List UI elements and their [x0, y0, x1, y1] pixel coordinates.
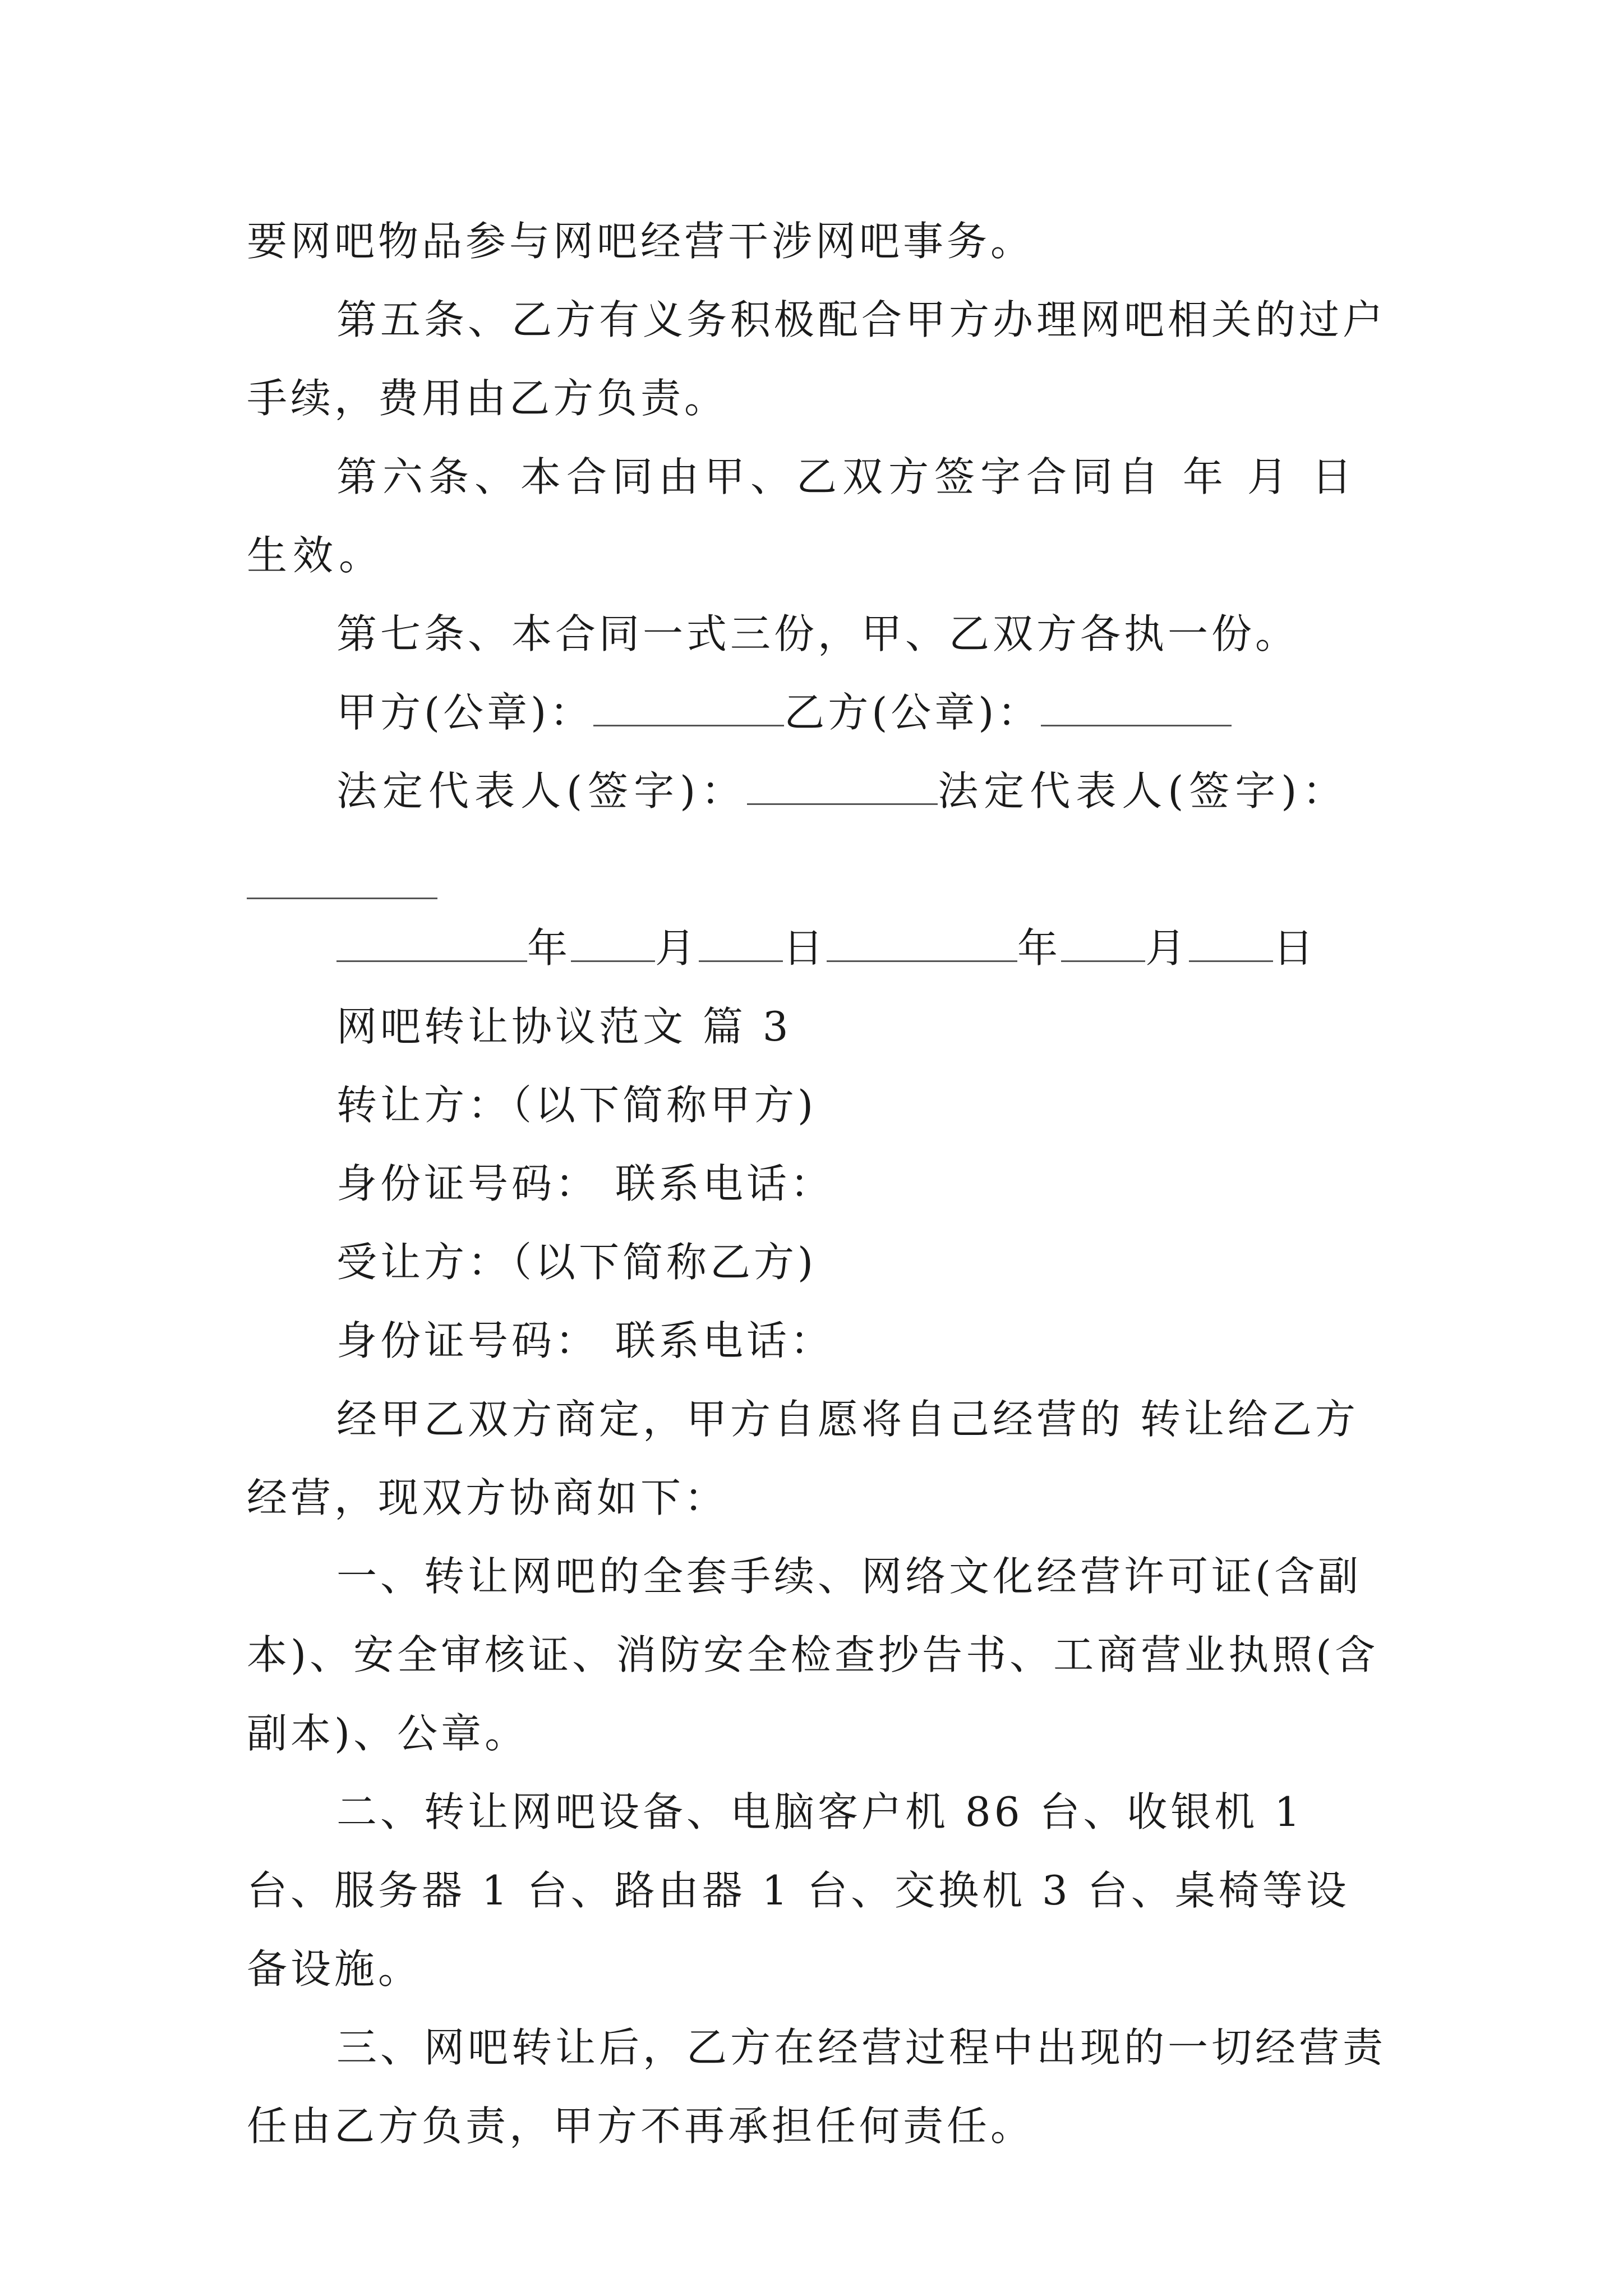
document-body [247, 202, 1391, 2165]
legal-rep-b-label: 法定代表人(签字)： [938, 767, 1349, 815]
date-b-month-blank [1061, 927, 1145, 962]
date-a-year: 年 [527, 924, 571, 972]
party-a-seal-blank [593, 691, 784, 726]
transferee-line: 受让方：（以下简称乙方) [336, 1239, 817, 1286]
id-phone-b-line: 身份证号码： 联系电话： [336, 1317, 834, 1364]
date-a-day: 日 [783, 924, 827, 972]
party-a-seal-label: 甲方(公章)： [336, 689, 594, 736]
legal-rep-a-blank [747, 770, 938, 805]
article-7: 第七条、本合同一式三份，甲、乙双方各执一份。 [336, 610, 1299, 657]
date-line [247, 909, 1391, 987]
date-b-year: 年 [1017, 924, 1062, 972]
clause-2: 二、转让网吧设备、电脑客户机 86 台、收银机 1 台、服务器 1 台、路由器 1 台、交换机 3 台、桌椅等设备设施。 [247, 1788, 1350, 1993]
legal-rep-line [247, 752, 1391, 830]
section-heading: 网吧转让协议范文 篇 3 [336, 1003, 792, 1050]
clause-1: 一、转让网吧的全套手续、网络文化经营许可证(含副本)、安全审核证、消防安全检查抄告书、工商营业执照(含副本)、公章。 [247, 1553, 1379, 1757]
date-b-month: 月 [1145, 924, 1189, 972]
article-6: 第六条、本合同由甲、乙双方签字合同自 年 月 日生效。 [247, 453, 1358, 579]
date-a-day-blank [699, 927, 783, 962]
legal-rep-b-blank-line [247, 830, 1391, 909]
party-b-seal-label: 乙方(公章)： [784, 689, 1041, 736]
clause-3: 三、网吧转让后，乙方在经营过程中出现的一切经营责任由乙方负责，甲方不再承担任何责任。 [247, 2024, 1387, 2150]
party-b-seal-blank [1041, 691, 1232, 726]
id-phone-a-line: 身份证号码： 联系电话： [336, 1160, 834, 1207]
date-b-day: 日 [1273, 924, 1317, 972]
paragraph-continuation: 要网吧物品参与网吧经营干涉网吧事务。 [247, 218, 1035, 265]
seal-line [247, 673, 1391, 752]
transferor-line: 转让方：（以下简称甲方) [336, 1082, 817, 1129]
legal-rep-b-blank [247, 864, 437, 899]
article-5: 第五条、乙方有义务积极配合甲方办理网吧相关的过户手续，费用由乙方负责。 [247, 296, 1387, 422]
date-a-month: 月 [655, 924, 699, 972]
legal-rep-a-label: 法定代表人(签字)： [336, 767, 748, 815]
date-b-day-blank [1189, 927, 1273, 962]
date-a-month-blank [571, 927, 655, 962]
intro-paragraph: 经甲乙双方商定，甲方自愿将自己经营的 转让给乙方经营，现双方协商如下： [247, 1396, 1359, 1521]
date-b-year-blank [827, 927, 1017, 962]
date-a-year-blank [336, 927, 527, 962]
